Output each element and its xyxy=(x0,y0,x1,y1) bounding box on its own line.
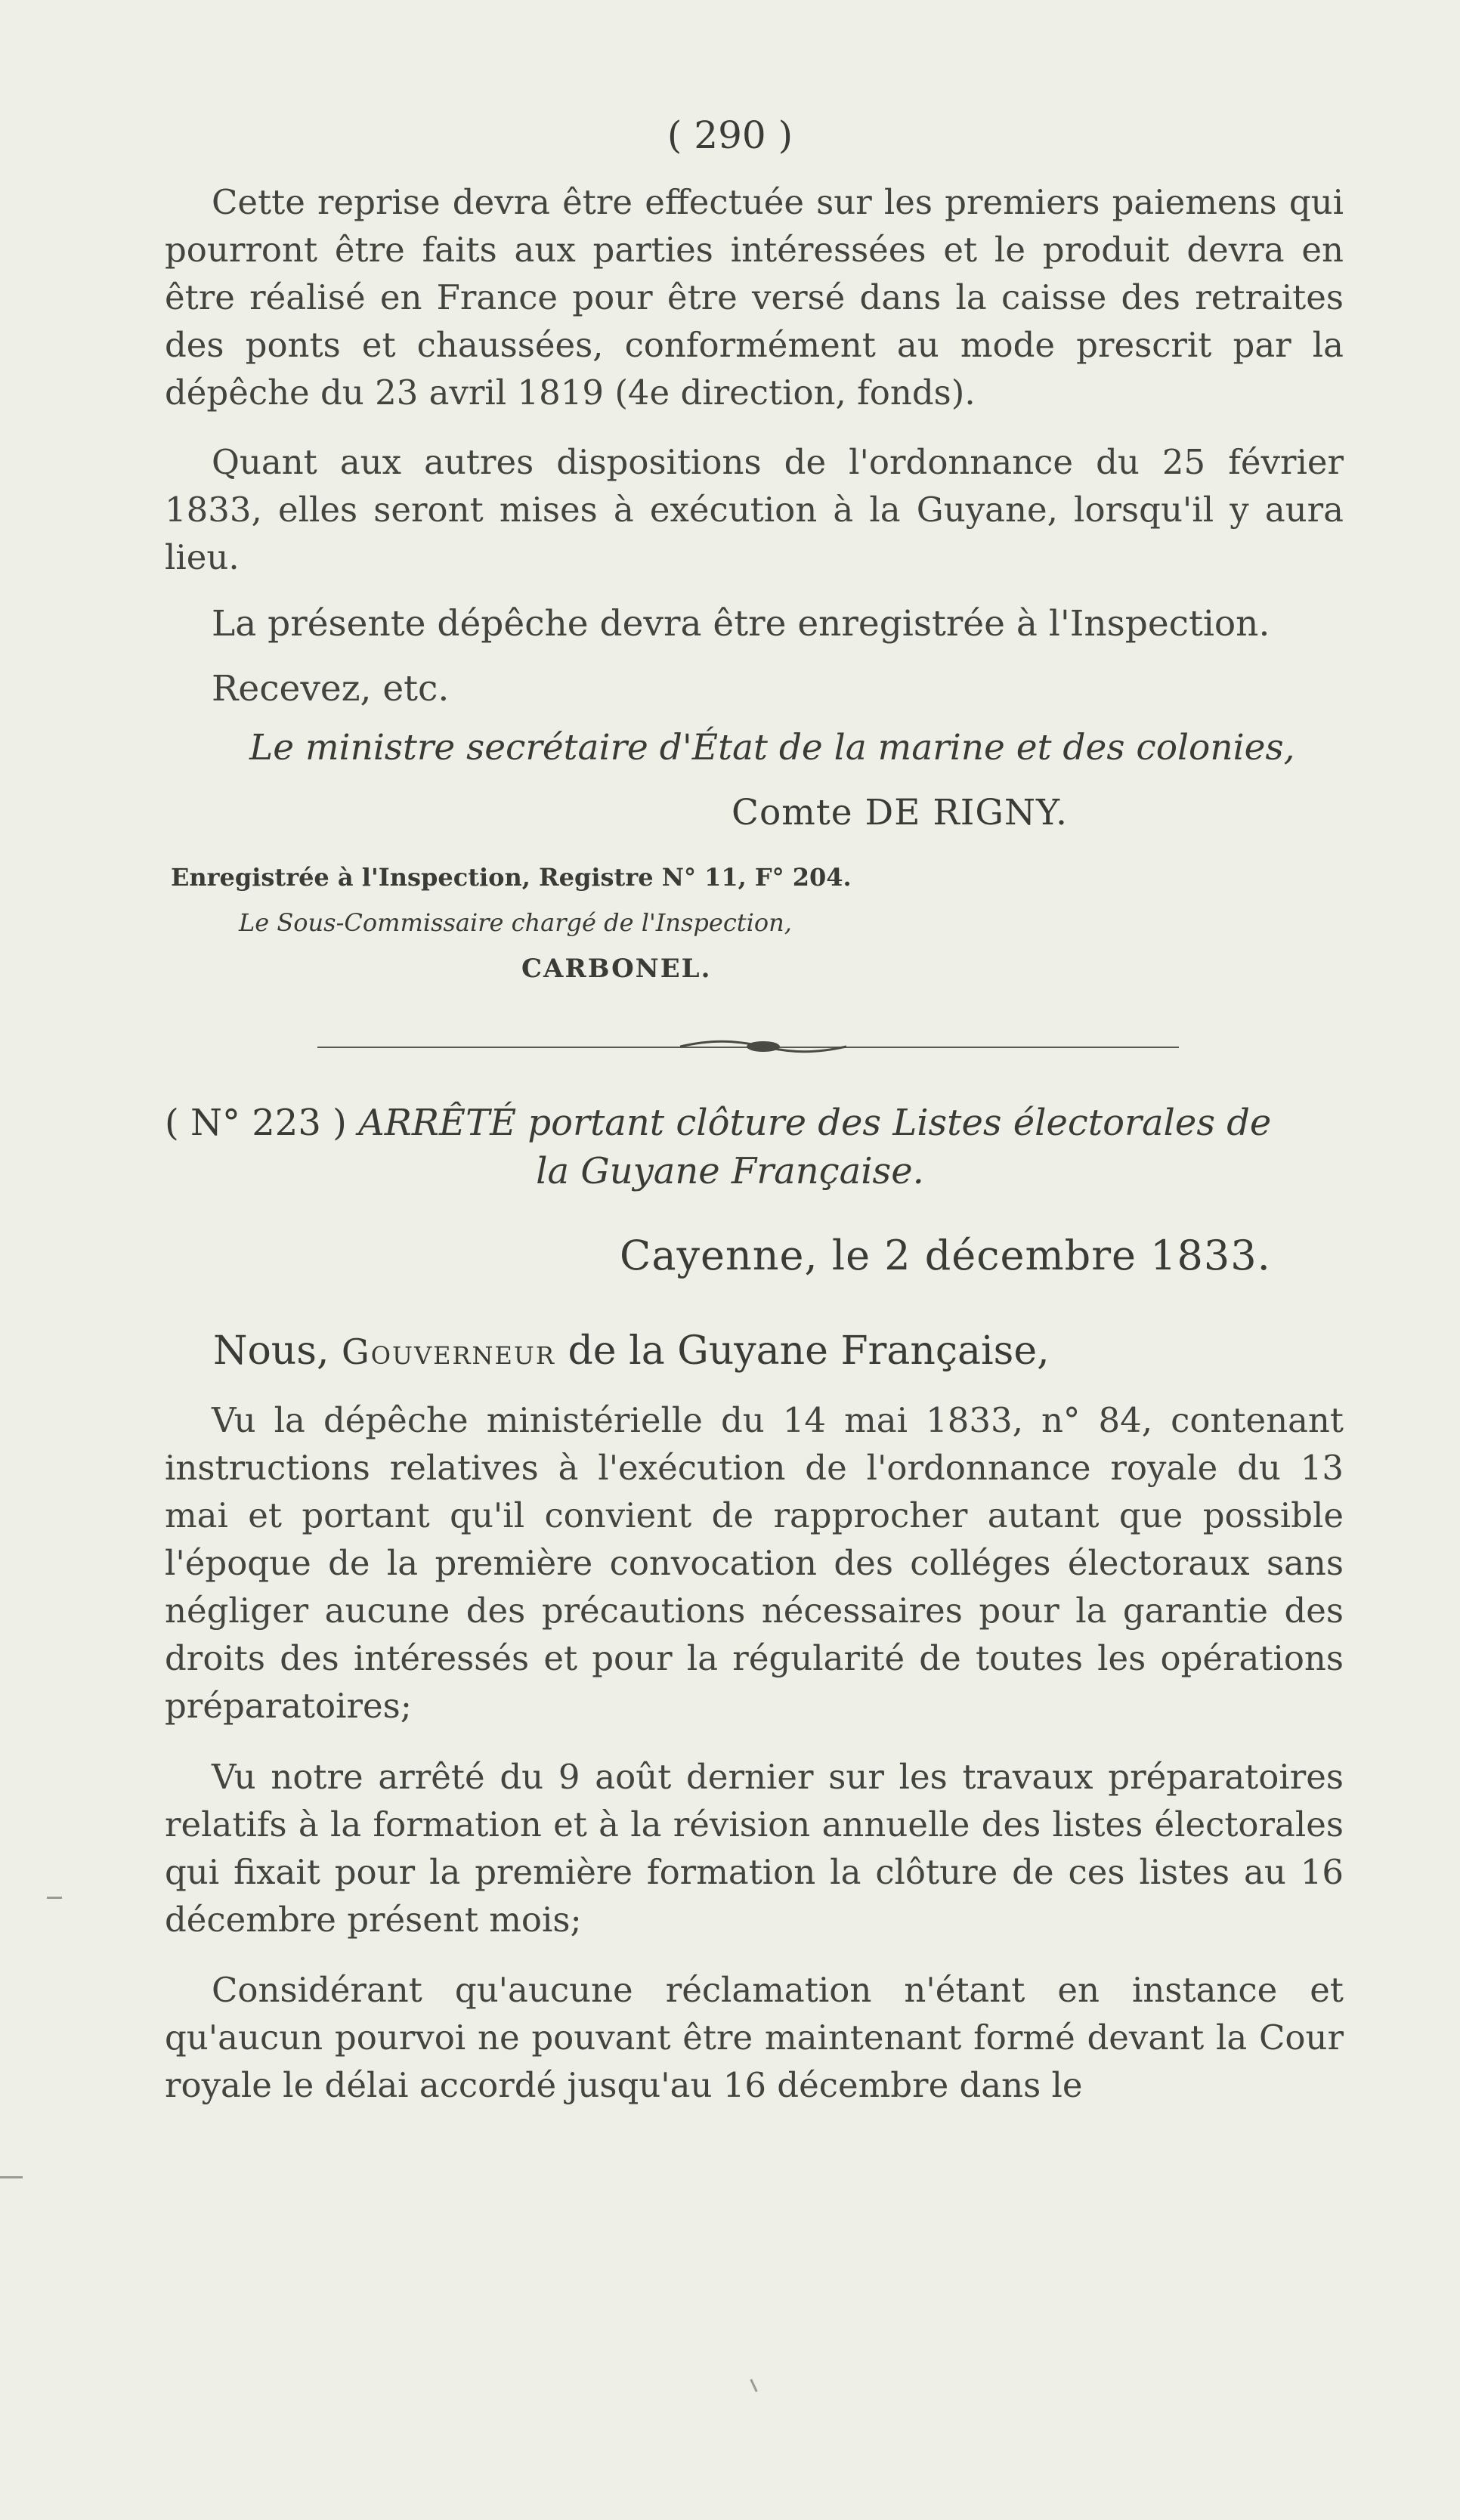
paragraph-text: Considérant qu'aucune réclamation n'étant en instance et qu'aucun pourvoi ne pouvant être maintenant formé devant la Cour royale le délai accordé jusqu'au 16 décembre dans le xyxy=(165,1970,1344,2105)
signature-name: Comte DE RIGNY. xyxy=(732,792,1068,833)
decree-preamble xyxy=(213,1328,1050,1374)
intro-paragraph-3 xyxy=(165,600,1344,648)
paragraph-text: Recevez, etc. xyxy=(212,668,450,710)
margin-mark xyxy=(750,2379,757,2392)
margin-mark xyxy=(47,1897,62,1899)
decree-title-line-2: la Guyane Française. xyxy=(536,1150,924,1192)
paragraph-text: Vu notre arrêté du 9 août dernier sur les travaux préparatoires relatifs à la formation et à la révision annuelle des listes électorales qui fixait pour la première formation la clôture de ces listes au 16 décembre présent mois; xyxy=(165,1757,1344,1940)
decree-date: Cayenne, le 2 décembre 1833. xyxy=(620,1232,1271,1279)
decree-title-line-1 xyxy=(165,1102,1271,1144)
preamble-gouverneur: Gouverneur xyxy=(342,1331,555,1372)
preamble-nous: Nous, xyxy=(213,1328,329,1374)
registration-officer-name: CARBONEL. xyxy=(521,954,712,984)
paragraph-text: Quant aux autres dispositions de l'ordonnance du 25 février 1833, elles seront mises à exécution à la Guyane, lorsqu'il y aura lieu. xyxy=(165,442,1344,577)
page-number: ( 290 ) xyxy=(667,113,793,157)
decree-paragraph-3 xyxy=(165,1966,1344,2109)
intro-paragraph-1 xyxy=(165,178,1344,416)
margin-mark xyxy=(0,2176,23,2178)
intro-paragraph-2 xyxy=(165,438,1344,581)
decree-number: ( N° 223 ) xyxy=(165,1102,347,1144)
intro-paragraph-4 xyxy=(165,665,1344,713)
preamble-rest: de la Guyane Française, xyxy=(568,1328,1050,1374)
signature-title: Le ministre secrétaire d'État de la marine et des colonies, xyxy=(249,727,1295,768)
registration-officer-title: Le Sous-Commissaire chargé de l'Inspection, xyxy=(239,908,792,937)
registration-line: Enregistrée à l'Inspection, Registre N° 11, F° 204. xyxy=(171,863,852,892)
decree-paragraph-2 xyxy=(165,1753,1344,1943)
decree-paragraph-1 xyxy=(165,1396,1344,1730)
paragraph-text: Cette reprise devra être effectuée sur les premiers paiemens qui pourront être faits aux parties intéressées et le produit devra en être réalisé en France pour être versé dans la caisse des retraites des ponts et chaussées, conformément au mode prescrit par la dépêche du 23 avril 1819 (4e direction, fonds). xyxy=(165,182,1344,413)
paragraph-text: Vu la dépêche ministérielle du 14 mai 1833, n° 84, contenant instructions relatives à l'exécution de l'ordonnance royale du 13 mai et portant qu'il convient de rapprocher autant que possible l'époque de la première convocation des colléges électoraux sans négliger aucune des précautions nécessaires pour la garantie des droits des intéressés et pour la régularité de toutes les opérations préparatoires; xyxy=(165,1400,1344,1726)
divider-ornament xyxy=(680,1037,846,1056)
decree-title: ARRÊTÉ portant clôture des Listes électorales de xyxy=(358,1102,1272,1144)
paragraph-text: La présente dépêche devra être enregistrée à l'Inspection. xyxy=(212,603,1270,645)
